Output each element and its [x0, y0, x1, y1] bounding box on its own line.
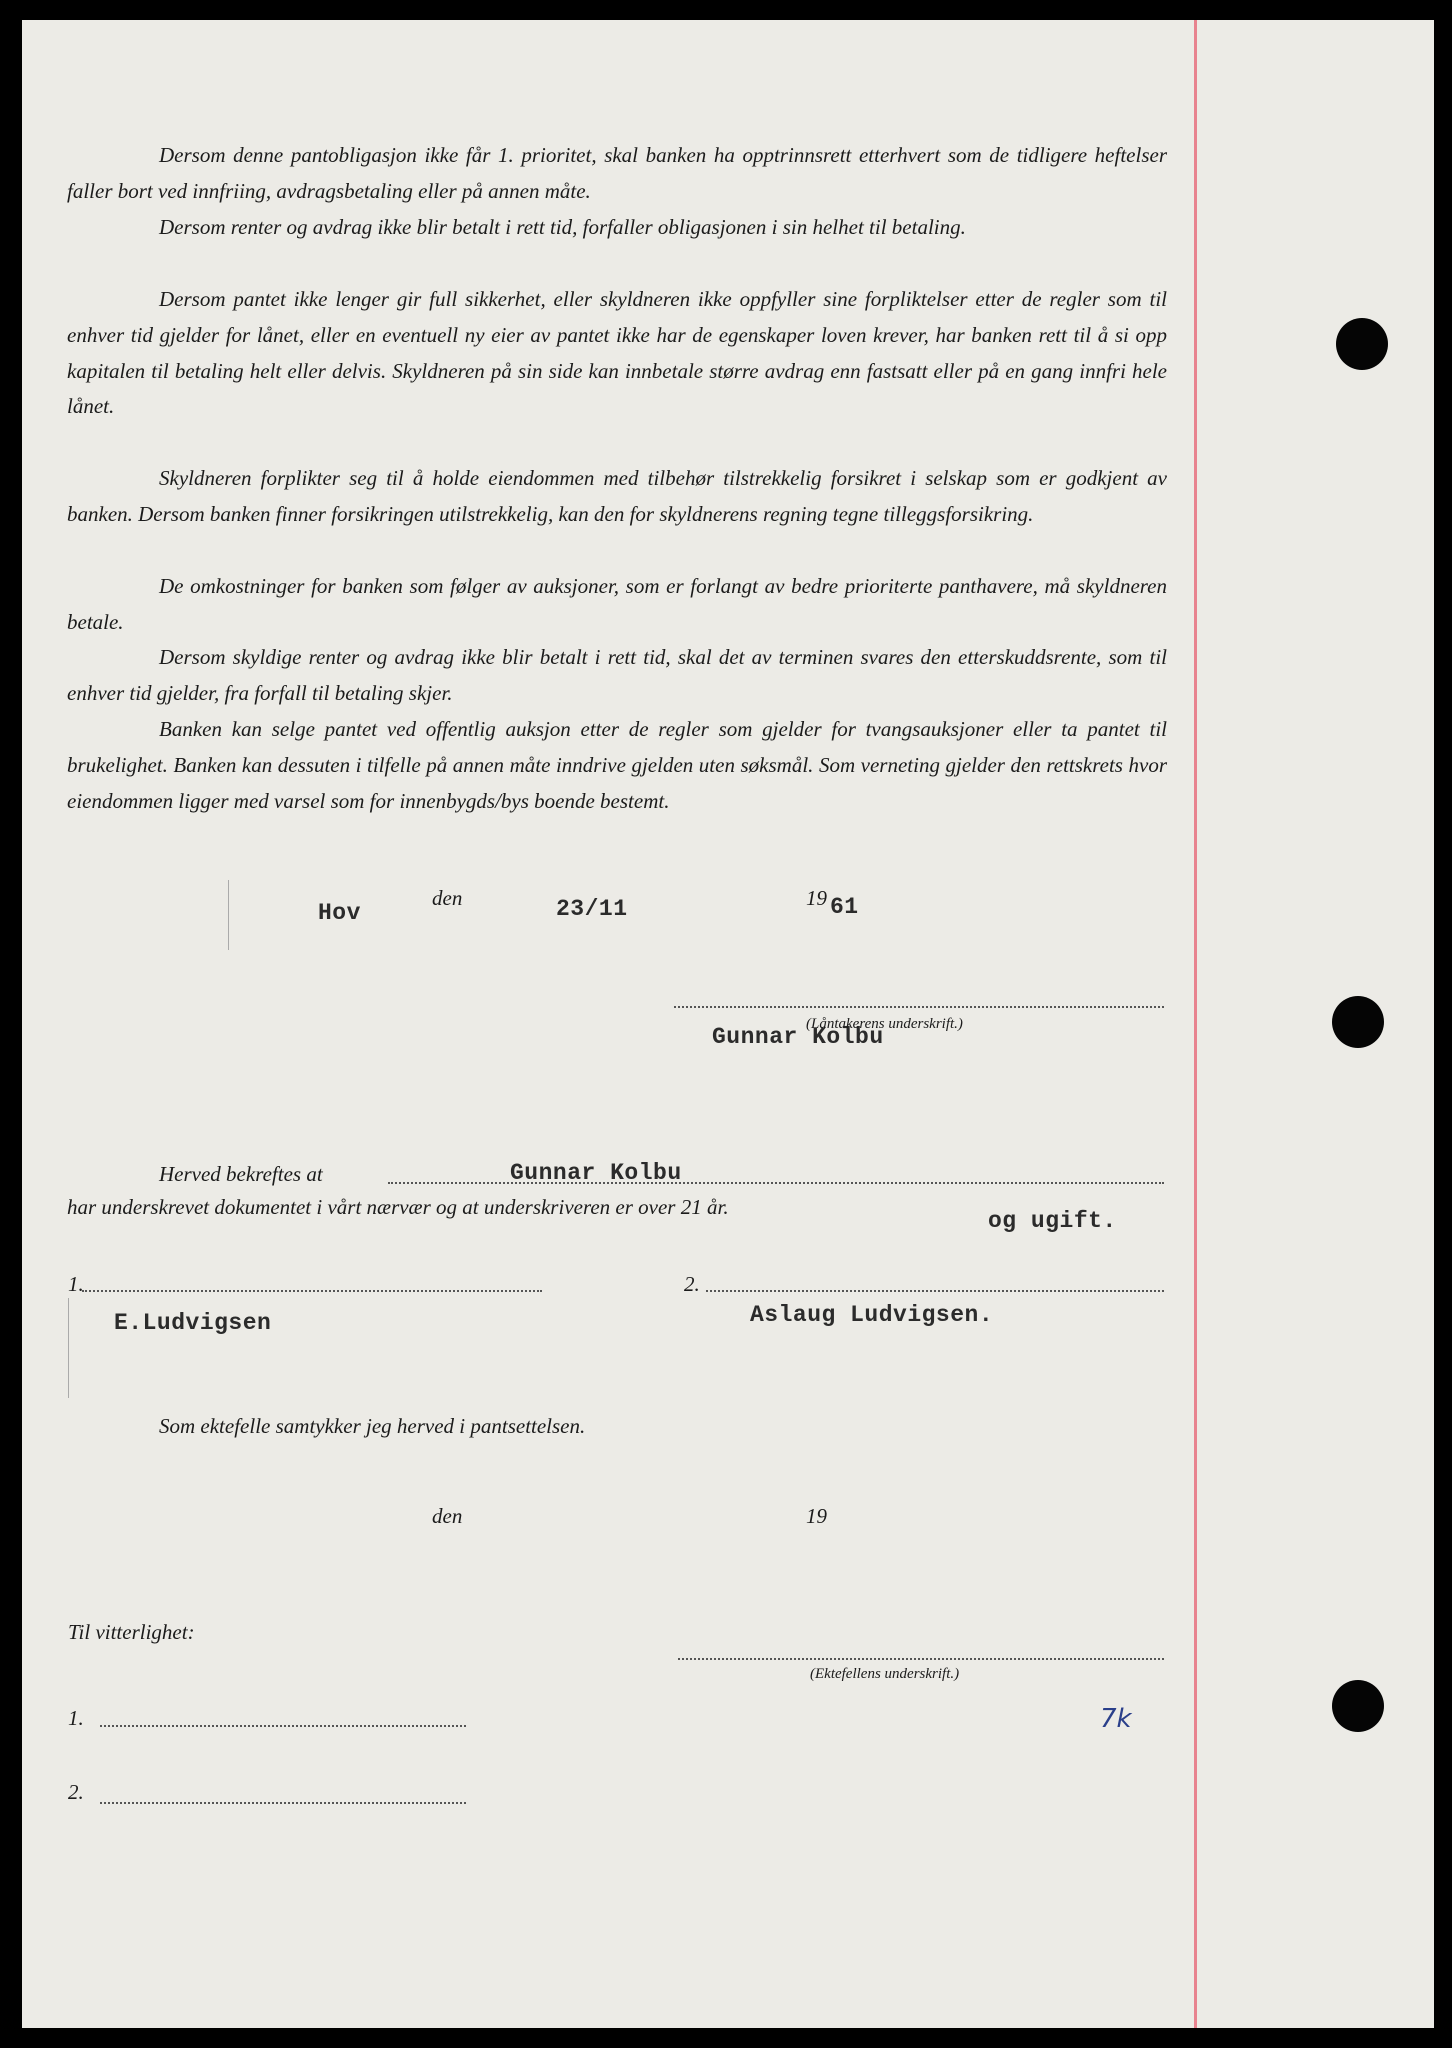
punch-hole — [1332, 1680, 1384, 1732]
document-page — [22, 20, 1434, 2028]
confirmation-addendum: og ugift. — [988, 1208, 1117, 1234]
terms-paragraph-security: Dersom pantet ikke lenger gir full sikkerhet, eller skyldneren ikke oppfyller sine forpliktelser etter de regler som til enhver tid gjelder for lånet, eller en eventuell ny eier av pantet ikke har de egenskaper loven krever, har banken rett til å si opp kapitalen til betaling helt eller delvis. Skyldneren på sin side kan innbetale større avdrag enn fastsatt eller på en gang innfri hele lånet. — [67, 287, 1167, 419]
confirmation-label: Herved bekreftes at — [159, 1162, 323, 1186]
terms-paragraph-priority: Dersom denne pantobligasjon ikke får 1. prioritet, skal banken ha opptrinnsrett etterhvert som de tidligere heftelser faller bort ved innfriing, avdragsbetaling eller på annen måte. — [67, 143, 1167, 203]
terms-paragraph-auction: Banken kan selge pantet ved offentlig auksjon etter de regler som gjelder for tvangsauksjoner eller ta pantet til brukelighet. Banken kan dessuten i tilfelle på annen måte inndrive gjelden uten søksmål. Som verneting gjelder den rettskrets hvor eiendommen ligger med varsel som for innenbygds/bys boende bestemt. — [67, 717, 1167, 813]
date-value: 23/11 — [556, 896, 628, 922]
handwritten-initials: 7k — [1100, 1704, 1132, 1734]
terms-paragraph-interest: Dersom skyldige renter og avdrag ikke blir betalt i rett tid, skal det av terminen svares den etterskuddsrente, som til enhver tid gjelder, fra forfall til betaling skjer. — [67, 645, 1167, 705]
spouse-signature-caption: (Ektefellens underskrift.) — [810, 1666, 960, 1682]
witness-1-name: E.Ludvigsen — [114, 1310, 272, 1336]
witness-1-number: 1. — [68, 1272, 84, 1296]
confirmation-name: Gunnar Kolbu — [510, 1160, 682, 1186]
spouse-consent-text: Som ektefelle samtykker jeg herved i pantsettelsen. — [159, 1414, 586, 1438]
spouse-den-label: den — [432, 1504, 463, 1528]
witness-2-number: 2. — [684, 1272, 700, 1296]
date-den-label: den — [432, 886, 463, 910]
terms-paragraph-insurance: Skyldneren forplikter seg til å holde eiendommen med tilbehør tilstrekkelig forsikret i selskap som er godkjent av banken. Dersom banken finner forsikringen utilstrekkelig, kan den for skyldnerens regning tegne tilleggsforsikring. — [67, 466, 1167, 526]
spouse-witness-1-number: 1. — [68, 1706, 84, 1730]
witness-label: Til vitterlighet: — [68, 1620, 195, 1644]
signature-bracket — [228, 880, 229, 950]
witness-bracket — [68, 1298, 69, 1398]
punch-hole — [1336, 318, 1388, 370]
punch-hole — [1332, 996, 1384, 1048]
year-prefix-label: 19 — [806, 886, 827, 910]
terms-paragraph-default: Dersom renter og avdrag ikke blir betalt i rett tid, forfaller obligasjonen i sin helhet til betaling. — [159, 215, 966, 239]
year-suffix-value: 61 — [830, 894, 859, 920]
spouse-witness-2-line — [100, 1802, 466, 1804]
place-value: Hov — [318, 900, 361, 926]
spouse-witness-2-number: 2. — [68, 1780, 84, 1804]
borrower-signature-caption: (Låntakerens underskrift.) — [806, 1016, 963, 1032]
witness-1-line — [82, 1290, 542, 1292]
witness-2-name: Aslaug Ludvigsen. — [750, 1302, 994, 1328]
witness-2-line — [706, 1290, 1164, 1292]
spouse-witness-1-line — [100, 1725, 466, 1727]
terms-paragraph-costs: De omkostninger for banken som følger av auksjoner, som er forlangt av bedre prioriterte panthavere, må skyldneren betale. — [67, 574, 1167, 634]
margin-line — [1194, 20, 1197, 2028]
borrower-signature-line — [674, 1006, 1164, 1008]
spouse-year-prefix: 19 — [806, 1504, 827, 1528]
spouse-signature-line — [678, 1658, 1164, 1660]
confirmation-name-line — [388, 1182, 1164, 1184]
borrower-signature: Gunnar Kolbu — [712, 1024, 884, 1050]
confirmation-text: har underskrevet dokumentet i vårt nærvær og at underskriveren er over 21 år. — [67, 1195, 729, 1219]
